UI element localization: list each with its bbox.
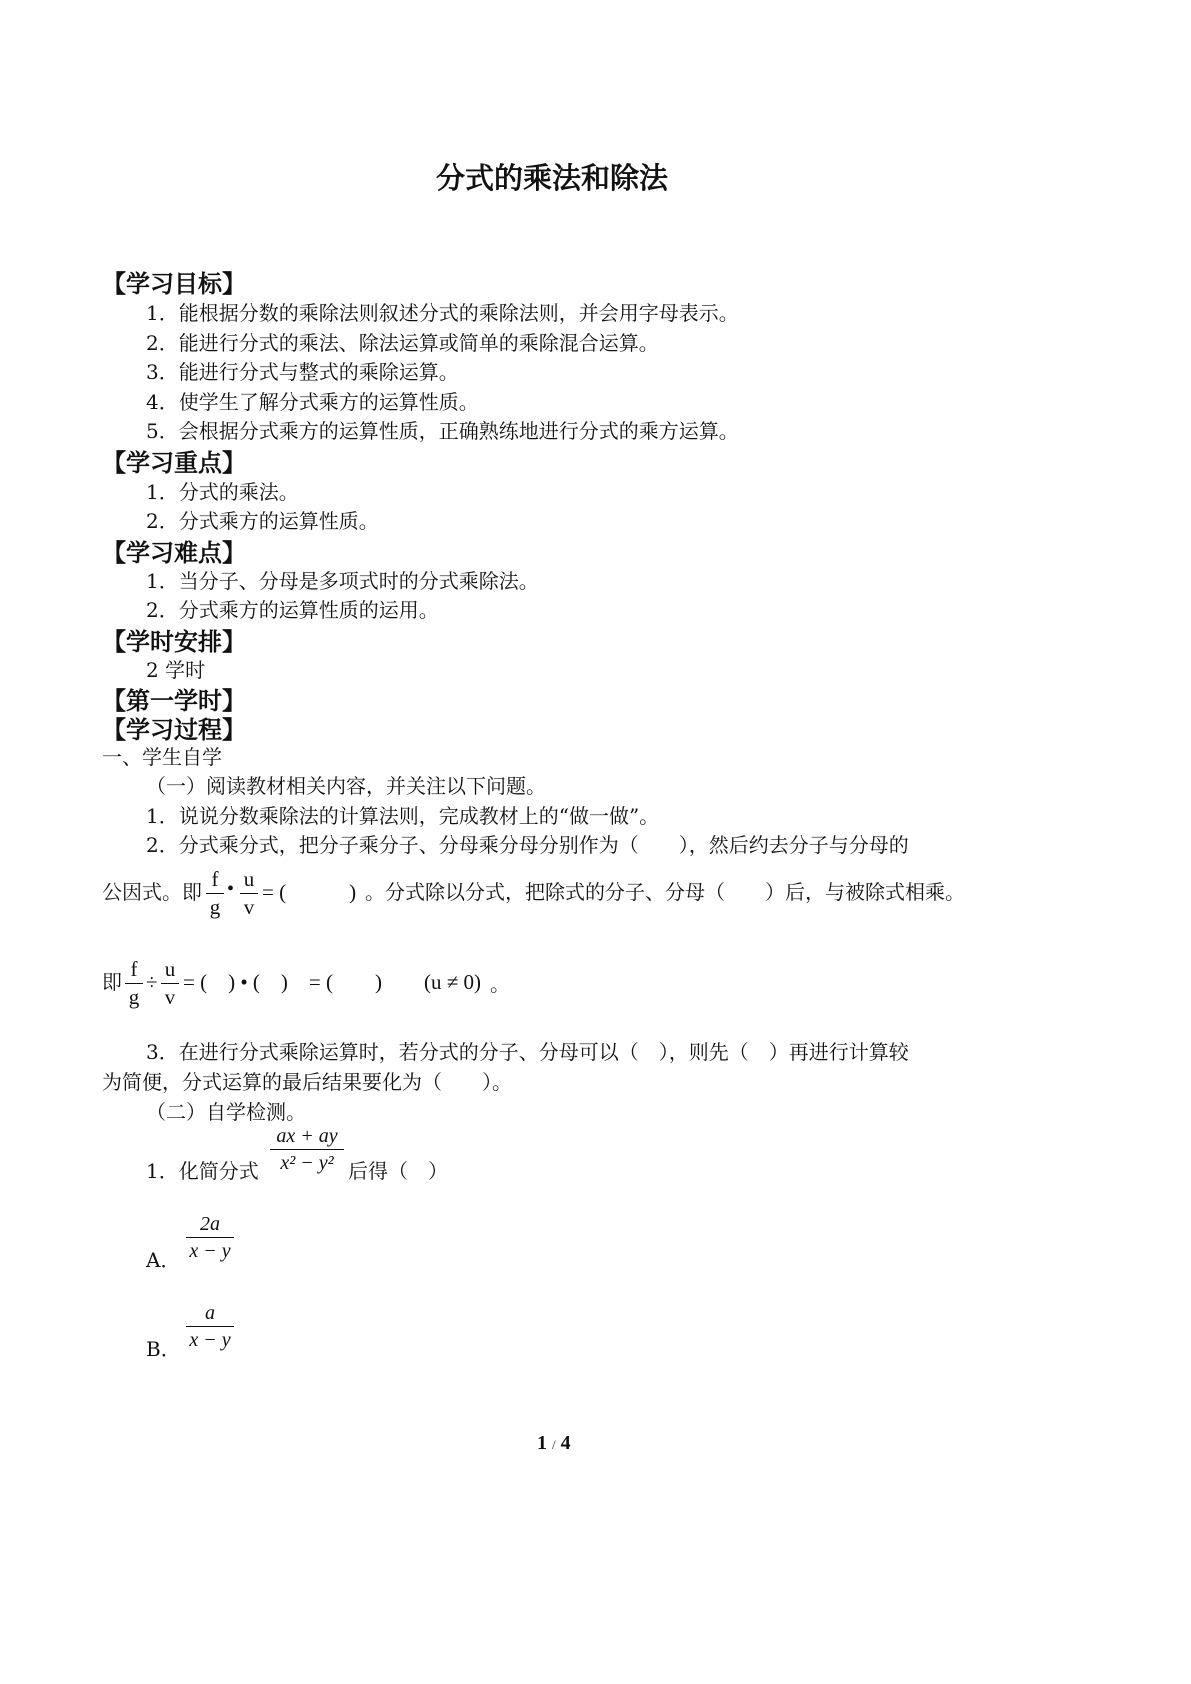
option-b-label: B． [146,1337,181,1361]
fraction-numerator: ax + ay [276,1125,338,1147]
fraction-denominator: g [128,985,140,1009]
goal-item-4: 4．使学生了解分式乘方的运算性质。 [146,390,479,414]
option-a-fraction [186,1214,234,1261]
exercise-1-suffix: 后得（ ） [348,1159,448,1183]
page-current: 1 [537,1432,547,1454]
fraction-bar [186,1237,234,1238]
equals-blanks-2: = ( ) • ( ) = ( ) [183,970,382,994]
page-number [537,1432,571,1455]
option-b-fraction [186,1303,234,1350]
fraction-bar [206,893,224,894]
goal-item-5: 5．会根据分式乘方的运算性质，正确熟练地进行分式的乘方运算。 [146,419,739,443]
exercise-1-prefix: 1．化简分式 [146,1159,259,1183]
subsection-reading: （一）阅读教材相关内容，并关注以下问题。 [146,774,546,798]
fraction-numerator: f [130,957,138,981]
fraction-numerator: f [211,867,219,891]
heading-difficult-points: 【学习难点】 [102,539,246,567]
question-2-line-2-prefix: 公因式。即 [102,880,202,904]
fraction-denominator: x − y [189,1329,231,1351]
heading-first-period: 【第一学时】 [102,687,246,715]
fraction-numerator: a [205,1302,215,1324]
section-self-study: 一、学生自学 [102,745,222,769]
key-point-2: 2．分式乘方的运算性质。 [146,509,379,533]
question-1: 1．说说分数乘除法的计算法则，完成教材上的“做一做”。 [146,804,660,828]
fraction-denominator: v [164,985,176,1009]
question-2-line-3-suffix: 。 [490,972,510,996]
fraction-u-over-v-1 [240,869,258,918]
fraction-denominator: x² − y² [280,1152,334,1174]
question-3-line-1: 3．在进行分式乘除运算时，若分式的分子、分母可以（ ），则先（ ）再进行计算较 [146,1040,909,1064]
fraction-bar [270,1149,344,1150]
fraction-denominator: x − y [189,1240,231,1262]
page-title: 分式的乘法和除法 [436,161,669,195]
goal-item-3: 3．能进行分式与整式的乘除运算。 [146,360,459,384]
question-3-line-2: 为简便，分式运算的最后结果要化为（ ）。 [102,1070,512,1094]
equals-blank-1: = ( ) [262,880,357,904]
dot-operator: • [227,878,235,900]
schedule-text: 2 学时 [146,658,206,682]
subsection-self-check: （二）自学检测。 [146,1100,306,1124]
fraction-f-over-g-1 [206,869,224,918]
question-2-line-3-prefix: 即 [102,970,122,994]
goal-item-2: 2．能进行分式的乘法、除法运算或简单的乘除混合运算。 [146,331,659,355]
divide-operator: ÷ [146,970,158,994]
option-a-label: A． [146,1248,181,1272]
fraction-u-over-v-2 [161,959,179,1008]
fraction-numerator: 2a [200,1213,220,1235]
question-2-line-1: 2．分式乘分式，把分子乘分子、分母乘分母分别作为（ ），然后约去分子与分母的 [146,833,909,857]
key-point-1: 1．分式的乘法。 [146,480,299,504]
fraction-denominator: v [243,895,255,919]
question-2-line-2-suffix: 。分式除以分式，把除式的分子、分母（ ）后，与被除式相乘。 [365,880,965,904]
heading-key-points: 【学习重点】 [102,449,246,477]
goal-item-1: 1．能根据分数的乘除法则叙述分式的乘除法则，并会用字母表示。 [146,301,739,325]
fraction-bar [125,983,143,984]
fraction-bar [161,983,179,984]
fraction-numerator: u [164,957,176,981]
fraction-numerator: u [243,867,255,891]
difficult-point-2: 2．分式乘方的运算性质的运用。 [146,598,439,622]
condition-text: u ≠ 0 [431,970,475,994]
fraction-bar [186,1326,234,1327]
page-total: 4 [560,1432,571,1454]
heading-schedule: 【学时安排】 [102,628,246,656]
condition-paren: (u ≠ 0) [424,970,482,994]
heading-goals: 【学习目标】 [102,270,246,298]
heading-process: 【学习过程】 [102,716,246,744]
fraction-exercise-1 [270,1126,344,1173]
fraction-bar [240,893,258,894]
difficult-point-1: 1．当分子、分母是多项式时的分式乘除法。 [146,569,539,593]
fraction-f-over-g-2 [125,959,143,1008]
fraction-denominator: g [209,895,221,919]
page-separator: / [552,1437,556,1452]
